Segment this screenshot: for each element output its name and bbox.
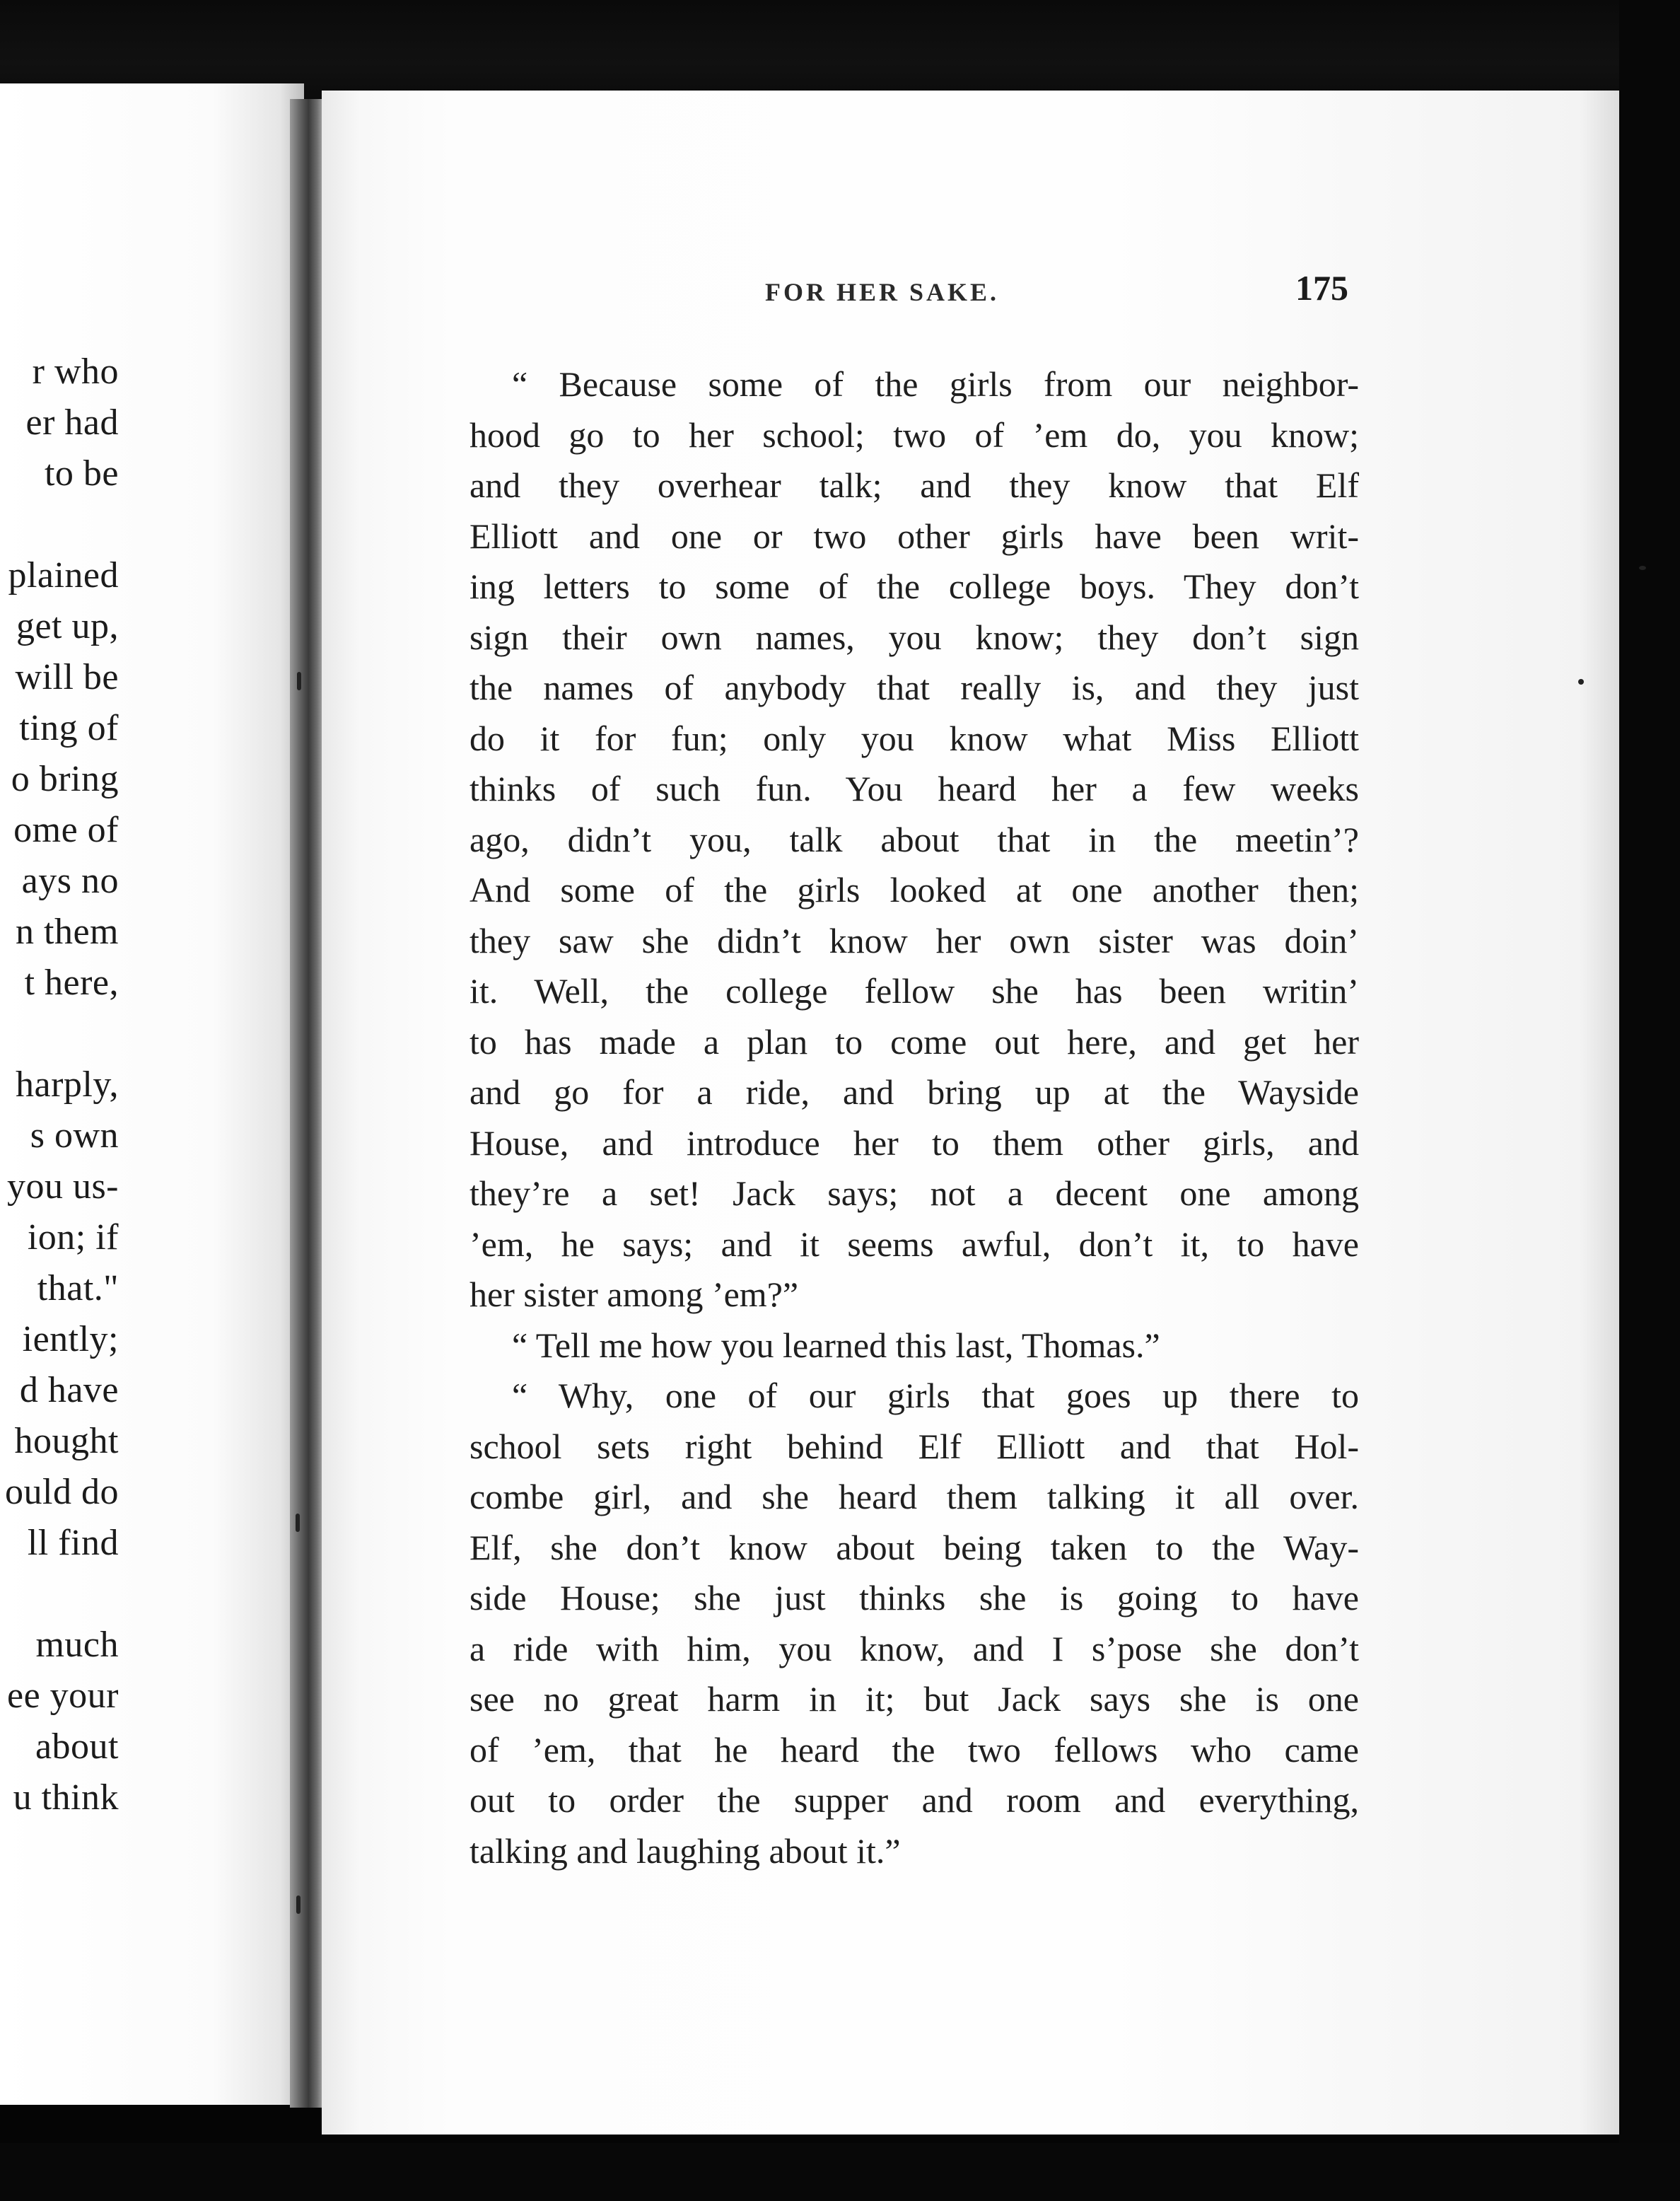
text-line: Elliott and one or two other girls have been writ- [469,516,1359,556]
left-fragment: iently; [22,1319,119,1359]
text-line: side House; she just thinks she is going to have [469,1578,1359,1618]
left-fragment: about [35,1726,119,1767]
left-fragment: you us- [6,1166,119,1207]
text-line: school sets right behind Elf Elliott and that Hol- [469,1426,1359,1466]
text-line: out to order the supper and room and everything, [469,1780,1359,1820]
left-fragment: r who [32,352,119,392]
text-line: ’em, he says; and it seems awful, don’t it, to have [469,1224,1359,1264]
text-line: “ Tell me how you learned this last, Thomas.” [512,1325,1160,1365]
left-fragment: o bring [11,759,119,799]
dark-background-right [1619,0,1680,2201]
page-body-text [469,359,1359,1876]
left-fragment: t here, [24,963,119,1003]
running-head: FOR HER SAKE. [765,278,1000,306]
left-fragment: harply, [16,1064,119,1105]
left-fragment: hought [14,1421,119,1461]
text-line: see no great harm in it; but Jack says she is one [469,1679,1359,1719]
page-speck [1639,566,1646,570]
spine-mark [297,672,301,690]
book-spine-gutter [290,99,324,2108]
text-line: “ Why, one of our girls that goes up there to [512,1376,1359,1415]
text-line: Elf, she don’t know about being taken to the Way- [469,1527,1359,1567]
left-fragment: ould do [5,1472,119,1512]
left-fragment: er had [25,402,119,443]
left-fragment: much [35,1625,119,1665]
text-line: and they overhear talk; and they know that Elf [469,465,1359,505]
left-fragment: plained [8,555,119,596]
text-line: to has made a plan to come out here, and get her [469,1021,1359,1062]
left-fragment: ays no [21,861,119,901]
left-fragment: ome of [13,810,119,850]
text-line: “ Because some of the girls from our neighbor- [512,364,1359,404]
page-speck [1578,679,1584,685]
left-fragment [0,499,119,550]
left-fragment: n them [16,912,119,952]
left-fragment [0,1569,119,1620]
text-line: And some of the girls looked at one another then; [469,870,1359,910]
text-line: do it for fun; only you know what Miss Elliott [469,718,1359,758]
left-fragment: u think [13,1777,119,1818]
text-line: House, and introduce her to them other girls, and [469,1122,1359,1163]
text-line: sign their own names, you know; they don’t sign [469,617,1359,657]
text-line: talking and laughing about it.” [469,1830,901,1871]
text-line: and go for a ride, and bring up at the Wayside [469,1072,1359,1112]
text-line: they’re a set! Jack says; not a decent one among [469,1173,1359,1213]
text-line: it. Well, the college fellow she has been writin’ [469,971,1359,1011]
spine-mark [296,1895,301,1914]
left-fragment: ee your [7,1676,119,1716]
spine-mark [296,1514,300,1532]
text-line: a ride with him, you know, and I s’pose she don’t [469,1628,1359,1668]
text-line: ago, didn’t you, talk about that in the meetin’? [469,819,1359,859]
text-line: thinks of such fun. You heard her a few weeks [469,769,1359,808]
text-line: combe girl, and she heard them talking it all over. [469,1477,1359,1516]
text-line: they saw she didn’t know her own sister was doin’ [469,920,1359,960]
left-page [0,83,304,2105]
left-fragment [0,1009,119,1059]
left-fragment: ting of [19,708,119,748]
left-fragment: ion; if [27,1217,119,1258]
text-line: the names of anybody that really is, and they just [469,668,1359,707]
left-fragment: s own [30,1115,119,1156]
page-number: 175 [1295,268,1348,308]
left-fragment: get up, [16,606,119,646]
left-fragment: to be [44,453,119,494]
left-page-text-fragments [0,347,119,1823]
text-line: of ’em, that he heard the two fellows who came [469,1729,1359,1770]
left-fragment: that." [37,1268,119,1308]
left-fragment: will be [15,657,119,697]
left-fragment: d have [19,1370,119,1410]
text-line: ing letters to some of the college boys. They don’t [469,567,1359,606]
text-line: her sister among ’em?” [469,1274,799,1314]
text-line: hood go to her school; two of ’em do, you know; [469,414,1359,455]
dark-background-bottom [0,2143,1680,2201]
left-fragment: ll find [27,1523,119,1563]
